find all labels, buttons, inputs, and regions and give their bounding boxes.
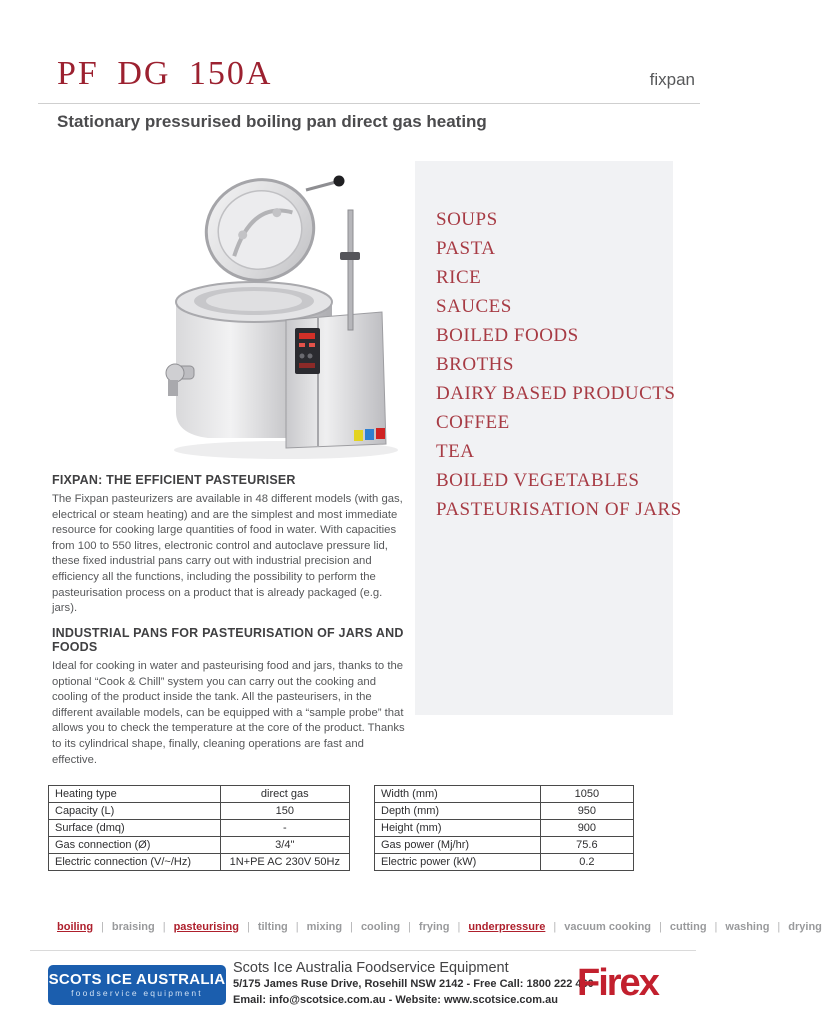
spec-row xyxy=(375,820,634,837)
tag-separator: | xyxy=(350,921,353,933)
lid-support-rod xyxy=(348,210,353,330)
spout-elbow xyxy=(166,364,184,382)
application-item: DAIRY BASED PRODUCTS xyxy=(436,383,676,404)
spec-value: 75.6 xyxy=(540,837,633,854)
spec-row xyxy=(375,837,634,854)
spec-value: - xyxy=(220,820,349,837)
scots-ice-logo-tagline: foodservice equipment xyxy=(71,988,203,998)
spec-row xyxy=(49,803,350,820)
footer-contact-line: Email: info@scotsice.com.au - Website: www.scotsice.com.au xyxy=(233,993,558,1006)
section-heading: FIXPAN: THE EFFICIENT PASTEURISER xyxy=(52,473,296,487)
spec-label: Capacity (L) xyxy=(49,803,221,820)
section-industrial-pans xyxy=(52,626,408,768)
product-photo xyxy=(168,160,410,462)
spec-row xyxy=(49,820,350,837)
functions-bar xyxy=(57,921,822,933)
function-tag-vacuum-cooking: vacuum cooking xyxy=(564,921,652,933)
spec-label: Surface (dmq) xyxy=(49,820,221,837)
spec-row xyxy=(49,837,350,854)
applications-panel xyxy=(415,161,682,715)
application-item: TEA xyxy=(436,441,475,462)
spec-table-right xyxy=(374,785,634,871)
application-item: RICE xyxy=(436,267,482,288)
spec-label: Electric power (kW) xyxy=(375,854,541,871)
spec-row xyxy=(375,786,634,803)
spec-row xyxy=(49,854,350,871)
tag-separator: | xyxy=(295,921,299,933)
application-item: BOILED FOODS xyxy=(436,325,579,346)
spec-value: 900 xyxy=(540,820,633,837)
function-tag-underpressure: underpressure xyxy=(468,921,546,933)
rod-clamp xyxy=(340,252,360,260)
application-item: SAUCES xyxy=(436,296,512,317)
lid-handle-arm xyxy=(306,182,336,190)
function-tag-mixing: mixing xyxy=(306,921,343,933)
function-tag-washing: washing xyxy=(725,921,770,933)
application-item: BROTHS xyxy=(436,354,514,375)
spec-label: Gas power (Mj/hr) xyxy=(375,837,541,854)
tag-separator: | xyxy=(714,921,718,933)
spec-label: Electric connection (V/~/Hz) xyxy=(49,854,221,871)
application-item: PASTEURISATION OF JARS xyxy=(436,499,682,520)
spec-value: 0.2 xyxy=(540,854,633,871)
spec-label: Heating type xyxy=(49,786,221,803)
tag-separator: | xyxy=(162,921,166,933)
sticker-yellow xyxy=(354,430,363,441)
display-digits xyxy=(299,333,315,339)
tag-separator: | xyxy=(553,921,557,933)
application-item: PASTA xyxy=(436,238,496,259)
function-tag-drying: drying xyxy=(788,921,822,933)
tag-separator: | xyxy=(408,921,411,933)
led-1 xyxy=(299,343,305,347)
function-tag-braising: braising xyxy=(111,921,155,933)
tag-separator: | xyxy=(101,921,104,933)
function-tag-frying: frying xyxy=(418,921,450,933)
panel-button-1 xyxy=(300,354,305,359)
spec-value: 950 xyxy=(540,803,633,820)
footer-company-name: Scots Ice Australia Foodservice Equipment xyxy=(233,960,509,976)
spec-value: direct gas xyxy=(220,786,349,803)
scots-ice-logo-text: SCOTS ICE AUSTRALIA xyxy=(48,971,226,988)
sticker-red xyxy=(376,428,385,439)
firex-logo: Firex xyxy=(577,962,658,1004)
tag-separator: | xyxy=(659,921,662,933)
spec-value: 150 xyxy=(220,803,349,820)
spec-value: 3/4" xyxy=(220,837,349,854)
spec-value: 1050 xyxy=(540,786,633,803)
scots-ice-logo xyxy=(48,965,226,1005)
pot-inner xyxy=(206,291,302,311)
application-item: BOILED VEGETABLES xyxy=(436,470,640,491)
spec-row xyxy=(49,786,350,803)
spec-table-left xyxy=(48,785,350,871)
function-tag-boiling: boiling xyxy=(57,921,94,933)
spec-label: Depth (mm) xyxy=(375,803,541,820)
sticker-blue xyxy=(365,429,374,440)
lid-handle-knob xyxy=(334,176,345,187)
header-divider xyxy=(38,103,700,104)
tag-separator: | xyxy=(777,921,781,933)
led-2 xyxy=(309,343,315,347)
footer-contact-block xyxy=(233,959,594,1008)
application-item: SOUPS xyxy=(436,209,498,230)
function-tag-tilting: tilting xyxy=(257,921,288,933)
section-body: Ideal for cooking in water and pasteurising food and jars, thanks to the optional “Cook & Chill” system you can carry out the cooking and cooling of the product inside the tank. All the pasteurisers, in the different available models, can be equipped with a “sample probe” that allows you to check the temperature at the core of the product. Thanks to its cylindrical shape, finally, cleaning operations are fast and effective. xyxy=(52,660,405,766)
tag-separator: | xyxy=(246,921,250,933)
page-subtitle: Stationary pressurised boiling pan direct gas heating xyxy=(57,112,487,131)
function-tag-pasteurising: pasteurising xyxy=(173,921,239,933)
spec-label: Height (mm) xyxy=(375,820,541,837)
function-tag-cutting: cutting xyxy=(669,921,707,933)
spout-pipe xyxy=(168,380,178,396)
tag-separator: | xyxy=(457,921,461,933)
footer-address: 5/175 James Ruse Drive, Rosehill NSW 2142 - Free Call: 1800 222 460 xyxy=(233,978,594,990)
pressure-lid xyxy=(194,167,325,293)
panel-button-2 xyxy=(308,354,313,359)
application-item: COFFEE xyxy=(436,412,510,433)
page-title: PF DG 150A xyxy=(57,55,273,92)
spec-value: 1N+PE AC 230V 50Hz xyxy=(220,854,349,871)
panel-button-row xyxy=(299,363,315,368)
spec-row xyxy=(375,803,634,820)
section-fixpan-pasteuriser xyxy=(52,473,408,617)
boiling-pan-illustration xyxy=(168,160,410,462)
spec-label: Gas connection (Ø) xyxy=(49,837,221,854)
section-heading: INDUSTRIAL PANS FOR PASTEURISATION OF JARS AND FOODS xyxy=(52,626,404,654)
spec-row xyxy=(375,854,634,871)
product-line-label: fixpan xyxy=(649,70,695,89)
spec-label: Width (mm) xyxy=(375,786,541,803)
section-body: The Fixpan pasteurizers are available in 48 different models (with gas, electrical or steam heating) and are the simplest and most immediate resource for cooking large quantities of food in water. With capacities from 100 to 550 litres, electronic control and autoclave pressure lid, these fixed industrial pans carry out with industrial precision and efficiency all the functions, including the possibility to perform the pasteurisation process on a product that is already packaged (e.g. jars). xyxy=(52,493,403,615)
footer-divider xyxy=(30,950,696,951)
function-tag-cooling: cooling xyxy=(360,921,401,933)
